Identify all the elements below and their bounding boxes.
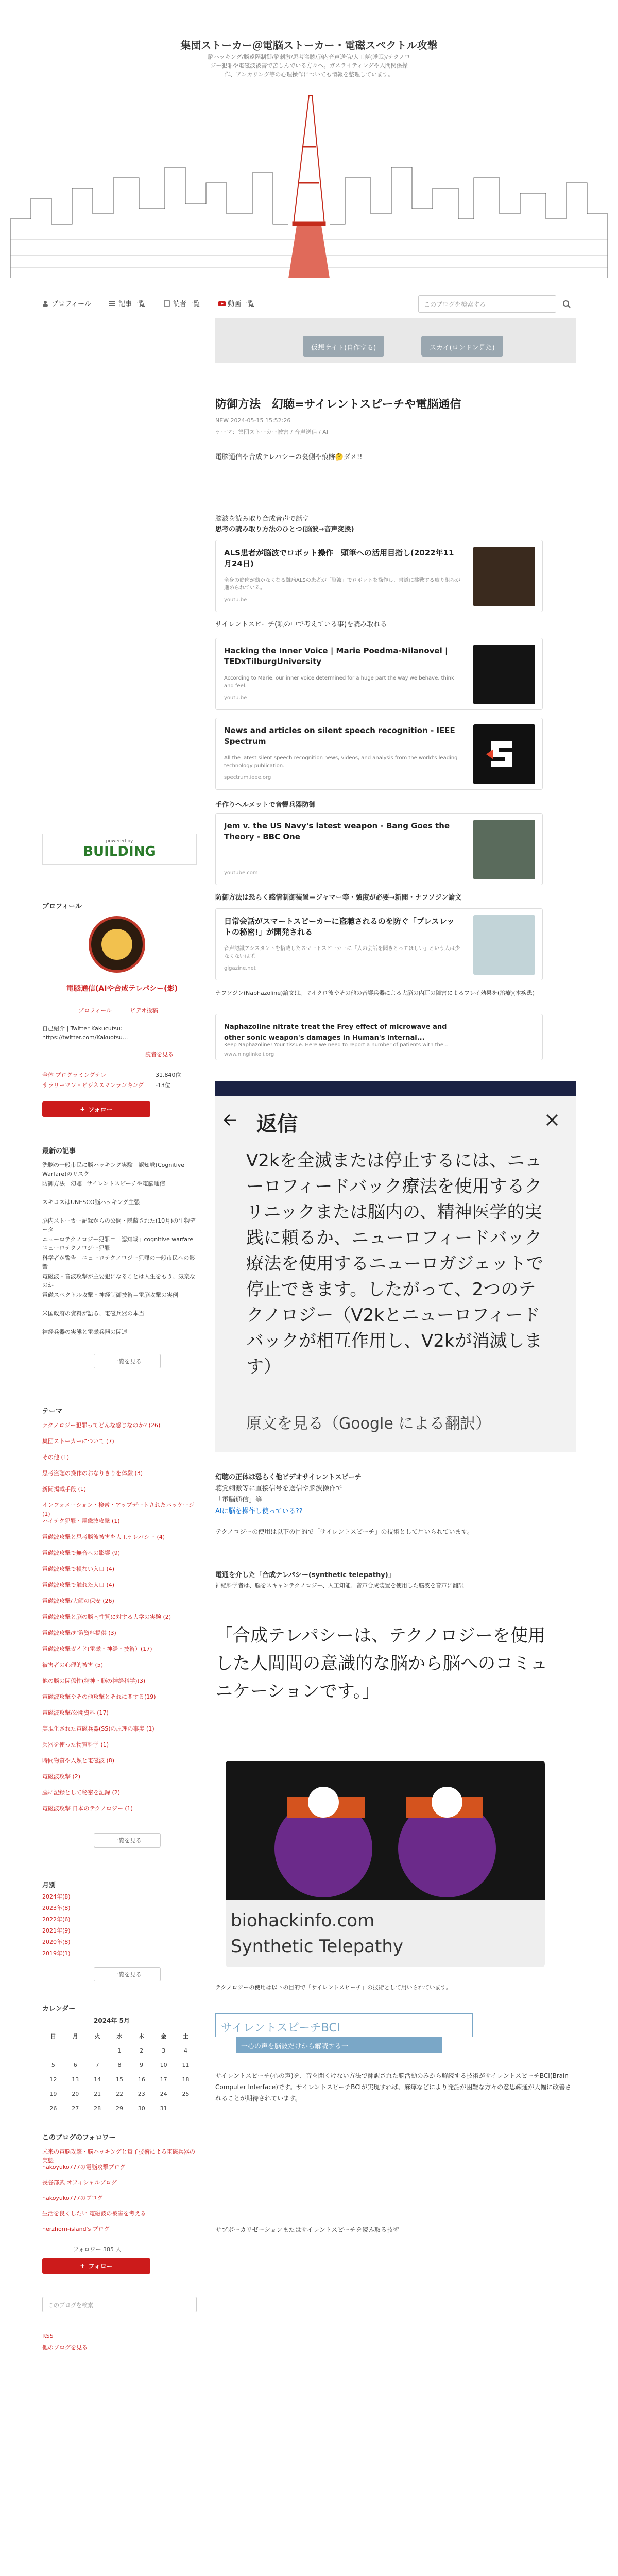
- sbc-title: Synthetic Telepathy: [231, 1936, 404, 1957]
- reply-label: 返信: [256, 1112, 298, 1136]
- theme-link[interactable]: 被害者の心理的被害 (5): [42, 1662, 104, 1668]
- calendar-day[interactable]: 28: [94, 2105, 101, 2112]
- nav-readers[interactable]: [164, 298, 200, 308]
- recent-article-link[interactable]: スキコスはUNESCO脳ハッキング主張: [42, 1199, 140, 1206]
- calendar-day[interactable]: 1: [117, 2047, 122, 2054]
- link-desc: All the latest silent speech recognition news, videos, and analysis from the world's leading technology publication.: [224, 755, 458, 769]
- followers-count: フォロワー 385 人: [73, 2246, 122, 2253]
- link-thumbnail: [473, 820, 535, 879]
- link-title: 日常会話がスマートスピーカーに盗聴されるのを防ぐ「プレスレットの秘密!」が開発される: [224, 917, 455, 937]
- calendar-weekday: 日: [50, 2033, 56, 2040]
- calendar-table: [42, 2029, 197, 2115]
- section3-heading: 防御方法は恐らく感情制御装置＝ジャマー等・強度が必要→新聞・ナフソジン論文: [215, 894, 462, 902]
- nav-profile[interactable]: [42, 298, 91, 308]
- link-card-1[interactable]: [215, 540, 543, 612]
- calendar-day[interactable]: 20: [72, 2090, 79, 2097]
- link-desc: 全身の筋肉が動かなくなる難病ALSの患者が「脳波」でロボットを操作し、書道に挑戦する取り組みが進められている。: [224, 578, 460, 591]
- synthetic-telepathy-card[interactable]: [226, 1761, 545, 1967]
- profile-widget-title: プロフィール: [42, 903, 82, 910]
- archive-link[interactable]: 2021年(9): [42, 1927, 71, 1934]
- theme-link[interactable]: 電磁波攻撃/大師の保安 (26): [42, 1598, 114, 1604]
- book-icon: [164, 300, 170, 307]
- calendar-day: [64, 2043, 87, 2058]
- link-url: youtu.be: [224, 695, 247, 701]
- box-sub: 一心の声を脳波だけから解読する一: [236, 2037, 442, 2053]
- section1-heading: 脳波を読み取り合成音声で話す: [215, 515, 310, 523]
- calendar-day[interactable]: 29: [115, 2105, 123, 2112]
- plus-icon: +: [80, 1106, 85, 1113]
- translation-screenshot: [215, 1096, 576, 1452]
- follower-blog-link[interactable]: nakoyuko777の電脳攻撃ブログ: [42, 2164, 126, 2171]
- calendar-day[interactable]: 4: [184, 2047, 188, 2054]
- carousel-chip-2[interactable]: スカイ(ロンドン見た): [421, 336, 503, 357]
- blog-header: [0, 0, 618, 289]
- archive-widget-title: 月別: [42, 1882, 56, 1889]
- ai-question[interactable]: AIに脳を操作し使っている??: [215, 1507, 303, 1515]
- avatar[interactable]: [89, 916, 145, 973]
- calendar-weekday: 木: [139, 2033, 145, 2040]
- list-icon: [109, 300, 115, 307]
- link-thumbnail: [473, 915, 535, 975]
- theme-link[interactable]: 電磁波攻撃で損ない入口 (4): [42, 1566, 115, 1572]
- calendar-day[interactable]: 19: [49, 2090, 57, 2097]
- recent-article-link[interactable]: 脳内ストーカー記録からの公開・隠蔽された(10月)の生物データ: [42, 1217, 196, 1233]
- follower-blog-link[interactable]: 生活を良くしたい 電磁波の被害を考える: [42, 2210, 146, 2217]
- follower-blog-link[interactable]: 長谷部武 オフィシャルブログ: [42, 2179, 117, 2186]
- calendar-day[interactable]: 16: [138, 2076, 145, 2083]
- theme-link[interactable]: その他 (1): [42, 1454, 70, 1461]
- sidebar: [42, 318, 206, 2576]
- user-icon: [42, 300, 48, 307]
- theme-link[interactable]: 電磁波攻撃やその他攻撃とそれに関する(19): [42, 1693, 156, 1700]
- theme-link[interactable]: 思考盗聴の操作のおなりきりを体験 (3): [42, 1470, 143, 1477]
- view-original-link[interactable]: 原文を見る（Google による翻訳）: [246, 1415, 491, 1433]
- link-thumbnail: [473, 547, 535, 606]
- calendar-day[interactable]: 30: [138, 2105, 145, 2112]
- quote-big: 「合成テレパシーは、テクノロジーを使用した人間間の意識的な脳から脳へのコミュニケーションです。」: [215, 1625, 548, 1702]
- calendar-day[interactable]: 5: [51, 2061, 55, 2069]
- calendar-weekday: 土: [183, 2033, 189, 2040]
- profile-link[interactable]: プロフィール: [78, 1007, 112, 1014]
- readers-link[interactable]: 読者を見る: [145, 1051, 174, 1058]
- calendar-day[interactable]: 7: [95, 2061, 99, 2069]
- link-url: gigazine.net: [224, 965, 256, 971]
- nav-search-input[interactable]: このブログを検索する: [418, 295, 556, 313]
- header-carousel: [215, 318, 576, 363]
- section1-sub: 思考の読み取り方法のひとつ(脳波→音声変換): [215, 526, 354, 533]
- calendar-day[interactable]: 10: [160, 2061, 167, 2069]
- recent-article-link[interactable]: 洗脳の一般市民に脳ハッキング実験 認知戦(Cognitive Warfare)のリスク: [42, 1162, 185, 1177]
- caption-3: 「電脳通信」等: [215, 1496, 263, 1504]
- calendar-day[interactable]: 8: [117, 2061, 122, 2069]
- recent-article-link[interactable]: 電磁波・音波攻撃が主要犯になることは人生をもう、気楽なのか: [42, 1273, 195, 1289]
- nav-readers-label: 読者一覧: [173, 300, 200, 308]
- calendar-day[interactable]: 31: [160, 2105, 167, 2112]
- nav-profile-label: プロフィール: [52, 300, 91, 308]
- global-nav: [0, 289, 618, 318]
- followers-widget-title: このブログのフォロワー: [42, 2134, 116, 2142]
- follower-blog-link[interactable]: nakoyuko777のブログ: [42, 2195, 103, 2201]
- calendar-weekday: 金: [161, 2033, 167, 2040]
- calendar-day[interactable]: 11: [182, 2061, 190, 2069]
- link-url: youtu.be: [224, 597, 247, 603]
- calendar-day: [42, 2043, 64, 2058]
- caption-2: 聴覚刺激等に直接信号を送信や脳波操作で: [215, 1485, 343, 1493]
- themes-more-button[interactable]: 一覧を見る: [94, 1833, 161, 1848]
- theme-link[interactable]: 電磁波攻撃と脳の脳内性質に対する大学の実験 (2): [42, 1614, 171, 1620]
- section4-text: ナフソジン(Naphazoline)論文は、マイクロ波やその他の音響兵器による大脳の内耳の障害によるフレイ効果を(治療)(本疾患): [215, 990, 535, 996]
- rank-1-label[interactable]: 全体 プログラミングテレ: [42, 1072, 107, 1078]
- search-icon: [562, 300, 571, 308]
- calendar-day[interactable]: 18: [182, 2076, 190, 2083]
- blog-title[interactable]: 集団ストーカー＠電脳ストーカー・電磁スペクトル攻撃: [180, 39, 438, 52]
- article-lead: 電脳通信や合成テレパシーの裏側や痕跡🤔ダメ!!: [215, 453, 363, 461]
- theme-link[interactable]: 集団ストーカーについて (7): [42, 1438, 114, 1445]
- footer-text: サブボーカリゼーションまたはサイレントスピーチを読み取る技術: [215, 2226, 399, 2233]
- calendar-weekday: 火: [94, 2033, 100, 2040]
- sidebar-search-input[interactable]: このブログを検索: [42, 2297, 197, 2312]
- blog-description: 脳ハッキング/脳遠隔制御/脳刺激/思考盗聴/脳内音声送信/人工夢(睡眠)/テクノロジー犯罪や電磁波被害で苦しんでいる方々へ。ガスライティングや人間関係操作、アンカリング等の心理操作についても情報を整理しています。: [208, 54, 410, 78]
- calendar-day[interactable]: 26: [49, 2105, 57, 2112]
- calendar-day[interactable]: 21: [94, 2090, 101, 2097]
- nav-articles-label: 記事一覧: [118, 300, 146, 308]
- calendar-day[interactable]: 24: [160, 2090, 167, 2097]
- follower-blog-link[interactable]: 未来の電脳攻撃・脳ハッキングと量子技術による電磁兵器の実態: [42, 2148, 195, 2164]
- article-title[interactable]: 防御方法 幻聴=サイレントスピーチや電脳通信: [215, 398, 461, 411]
- calendar-day[interactable]: 3: [162, 2047, 166, 2054]
- main-content: [215, 318, 576, 2576]
- follow-label: フォロー: [88, 1106, 113, 1113]
- calendar-day[interactable]: 9: [140, 2061, 144, 2069]
- article-meta: NEW 2024-05-15 15:52:26: [215, 417, 291, 424]
- calendar-day[interactable]: 27: [72, 2105, 79, 2112]
- video-banner: [215, 1081, 576, 1096]
- box-body: サイレントスピーチ(心の声)を、音を聞くけない方法で翻訳された脳活動のみから解読する技術がサイレントスピーチBCI(Brain-Computer Interface)です。サイレントスピーチBCIが実現すれば、麻痺などにより発話が困難な方々の意思疎通が大幅に改善されることが期待されています。: [215, 2072, 572, 2102]
- follower-blog-link[interactable]: herzhorn-island's ブログ: [42, 2226, 110, 2232]
- theme-link[interactable]: 電磁波攻撃と思考脳波被害を人工テレパシー (4): [42, 1534, 165, 1540]
- calendar-weekday: 月: [72, 2033, 78, 2040]
- followers-follow-label: フォロー: [88, 2262, 113, 2270]
- theme-link[interactable]: 電磁波攻撃ガイド(電磁・神経・技術）(17): [42, 1646, 152, 1652]
- archive-link[interactable]: 2020年(8): [42, 1939, 71, 1945]
- ad-brand: BUILDING: [83, 844, 156, 859]
- themes-widget-title: テーマ: [42, 1408, 63, 1415]
- theme-link[interactable]: 電磁波攻撃 日本のテクノロジー (1): [42, 1805, 133, 1812]
- recent-article-link[interactable]: ニューロテクノロジー犯罪＝「認知戦」cognitive warfare ニューロテクノロジー犯罪: [42, 1236, 199, 1251]
- recent-article-link[interactable]: 電磁スペクトル攻撃・神経制御技術＝電脳攻撃の実例: [42, 1292, 178, 1298]
- archive-link[interactable]: 2019年(1): [42, 1950, 71, 1957]
- calendar-day[interactable]: 2: [140, 2047, 144, 2054]
- calendar-day[interactable]: 13: [72, 2076, 79, 2083]
- video-post-link[interactable]: ビデオ投稿: [130, 1007, 158, 1014]
- link-desc: Keep Naphazoline! Your tissue. Here we need to report a number of patients with the...: [224, 1042, 449, 1048]
- calendar-day[interactable]: 15: [115, 2076, 123, 2083]
- link-title: Jem v. the US Navy's latest weapon - Bang Goes the Theory - BBC One: [224, 821, 450, 841]
- ieee-spectrum-logo: [486, 736, 522, 772]
- link-desc: According to Marie, our inner voice determined for a huge part the way we behave, think and feel.: [224, 675, 454, 689]
- theme-link[interactable]: 電磁波攻撃で触れた人口 (4): [42, 1582, 115, 1588]
- link-url: spectrum.ieee.org: [224, 775, 271, 781]
- search-button[interactable]: [557, 295, 576, 313]
- recent-widget-title: 最新の記事: [42, 1147, 76, 1155]
- nav-videos[interactable]: [218, 298, 254, 308]
- archive-link[interactable]: 2023年(8): [42, 1905, 71, 1911]
- plus-icon: +: [80, 2262, 85, 2269]
- ad-banner[interactable]: [42, 834, 197, 865]
- body-1: テクノロジーの使用は以下の目的で「サイレントスピーチ」の技術として用いられています。: [215, 1528, 473, 1535]
- theme-link[interactable]: 実現化された電磁兵器(SS)の原理の事実 (1): [42, 1725, 154, 1732]
- body-2: テクノロジーの使用は以下の目的で「サイレントスピーチ」の技術として用いられています。: [215, 1984, 452, 1991]
- box-title: サイレントスピーチBCI: [215, 2013, 473, 2037]
- theme-link[interactable]: 電磁波攻撃/対策資料提供 (3): [42, 1630, 116, 1636]
- sbc-brand: biohackinfo.com: [231, 1910, 375, 1931]
- theme-link[interactable]: 他の脳の関係性(精神・脳の神経科学)(3): [42, 1677, 146, 1684]
- rank-2-label[interactable]: サラリーマン・ビジネスマンランキング: [42, 1082, 144, 1089]
- theme-link[interactable]: 脳に記録として秘密を記録 (2): [42, 1789, 121, 1796]
- rank-1-value: 31,840位: [156, 1072, 181, 1078]
- back-arrow-icon[interactable]: [222, 1113, 237, 1127]
- link-url: youtube.com: [224, 870, 258, 876]
- theme-link[interactable]: 時間物質や人類と電磁波 (8): [42, 1757, 115, 1764]
- profile-desc: 自己紹介 | Twitter Kakucutsu: https://twitter.com/Kakuotsu...: [42, 1025, 128, 1041]
- link-thumbnail: [473, 645, 535, 704]
- theme-link[interactable]: 電磁波攻撃 (2): [42, 1773, 81, 1780]
- telepathy-heads-illustration: [226, 1761, 545, 1900]
- theme-link[interactable]: 兵器を使った物質科学 (1): [42, 1741, 109, 1748]
- cityscape-illustration: [10, 90, 608, 278]
- link-desc: 音声認識アシスタントを搭載したスマートスピーカーに「人の会話を聞きとってほしい」という人は少なくないはず。: [224, 946, 460, 959]
- recent-article-link[interactable]: 米国政府の資料が語る、電磁兵器の本当: [42, 1310, 144, 1317]
- profile-name[interactable]: 電脳通信(AIや合成テレパシー(影): [66, 985, 178, 993]
- translated-text: V2kを全滅または停止するには、ニューロフィードバック療法を使用するクリニックまたは脳内の、精神医学的実践に頼るか、ニューロフィードバック療法を使用するニューロガジェットで停止できます。したがって、2つのテクノロジー（V2kとニューロフィードバックが相互作用し、V2kが消滅します）: [246, 1150, 544, 1377]
- calendar-day[interactable]: 14: [94, 2076, 101, 2083]
- calendar-weekday: 水: [116, 2033, 123, 2040]
- heading-sync-sub: 神経科学者は、脳をスキャンテクノロジー、人工知能、音声合成装置を使用した脳波を音声に翻訳: [215, 1582, 464, 1589]
- nav-articles[interactable]: [109, 298, 145, 308]
- link-title: News and articles on silent speech recognition - IEEE Spectrum: [224, 726, 455, 746]
- theme-link[interactable]: 新聞掲載手段 (1): [42, 1486, 87, 1493]
- calendar-month: 2024年 5月: [94, 2017, 130, 2024]
- calendar-day[interactable]: 25: [182, 2090, 190, 2097]
- theme-link[interactable]: ハイテク犯罪・電磁波攻撃 (1): [42, 1518, 120, 1524]
- rss-link[interactable]: RSS: [42, 2333, 54, 2340]
- other-blogs-link[interactable]: 他のブログを見る: [42, 2344, 88, 2351]
- theme-link[interactable]: テクノロジー犯罪ってどんな感じなのか? (26): [42, 1422, 161, 1429]
- calendar-day[interactable]: 6: [73, 2061, 77, 2069]
- theme-link[interactable]: インフォメーション・検索・アップデートされたパッケージ(1): [42, 1502, 195, 1517]
- recent-article-link[interactable]: 科学者が警告 ニューロテクノロジー犯罪の一般市民への影響: [42, 1255, 195, 1270]
- theme-link[interactable]: 電磁波攻撃で無音への影響 (9): [42, 1550, 121, 1556]
- telepathy-image: [226, 1761, 545, 1900]
- link-card-2[interactable]: [215, 638, 543, 710]
- link-card-4-title[interactable]: 手作りヘルメットで音響兵器防御: [215, 801, 316, 809]
- recent-more-button[interactable]: 一覧を見る: [94, 1354, 161, 1368]
- link-card-3[interactable]: [215, 718, 543, 790]
- calendar-day: [87, 2043, 109, 2058]
- calendar-day: [175, 2101, 197, 2115]
- rank-2-value: -13位: [156, 1082, 170, 1089]
- calendar-widget-title: カレンダー: [42, 2005, 76, 2013]
- section2-heading: サイレントスピーチ(頭の中で考えている事)を読み取れる: [215, 621, 387, 629]
- ad-label: powered by: [106, 839, 133, 844]
- close-icon[interactable]: [545, 1113, 559, 1127]
- carousel-chip-1[interactable]: 仮想サイト(自作する): [303, 336, 384, 357]
- calendar-day[interactable]: 17: [160, 2076, 167, 2083]
- calendar-day[interactable]: 23: [138, 2090, 145, 2097]
- recent-article-link[interactable]: 防御方法 幻聴=サイレントスピーチや電脳通信: [42, 1180, 165, 1187]
- link-url: www.ninglinkeli.org: [224, 1052, 274, 1057]
- followers-follow-button[interactable]: [42, 2258, 150, 2274]
- link-card-7[interactable]: [215, 1014, 543, 1060]
- calendar-day[interactable]: 22: [115, 2090, 123, 2097]
- theme-link[interactable]: 電磁波攻撃/公開資料 (17): [42, 1709, 109, 1716]
- calendar-day[interactable]: 12: [49, 2076, 57, 2083]
- archive-more-button[interactable]: 一覧を見る: [94, 1967, 161, 1981]
- link-card-5[interactable]: [215, 813, 543, 885]
- link-card-6[interactable]: [215, 908, 543, 980]
- caption-1: 幻聴の正体は恐らく他ビデオサイレントスピーチ: [215, 1473, 362, 1481]
- follow-button[interactable]: [42, 1101, 150, 1117]
- link-title: ALS患者が脳波でロボット操作 頭筆への活用目指し(2022年11月24日): [224, 548, 454, 568]
- link-title: Hacking the Inner Voice | Marie Poedma-Nilanovel | TEDxTilburgUniversity: [224, 646, 448, 666]
- link-thumbnail: [473, 724, 535, 784]
- article-tags[interactable]: テーマ：集団ストーカー被害 / 音声送信 / AI: [215, 429, 328, 435]
- recent-article-link[interactable]: 神経兵器の実態と電磁兵器の関連: [42, 1329, 127, 1335]
- nav-videos-label: 動画一覧: [228, 300, 255, 308]
- archive-link[interactable]: 2024年(8): [42, 1893, 71, 1900]
- link-title: Naphazoline nitrate treat the Frey effect of microwave and other sonic weapon's damages in Human's internal...: [224, 1023, 447, 1042]
- heading-sync: 電通を介した「合成テレパシー(synthetic telepathy)」: [215, 1571, 395, 1579]
- archive-link[interactable]: 2022年(6): [42, 1916, 71, 1923]
- video-icon: [218, 300, 225, 307]
